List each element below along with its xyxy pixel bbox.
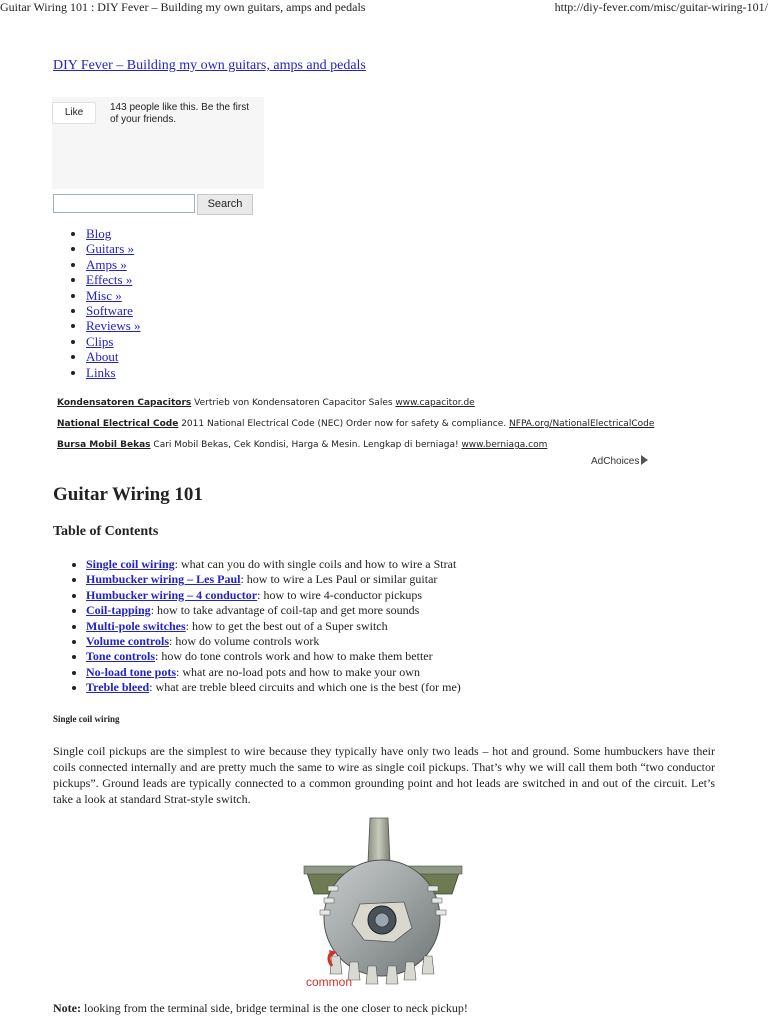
ad-text: Vertrieb von Kondensatoren Capacitor Sales xyxy=(191,398,396,408)
site-title-link[interactable]: DIY Fever – Building my own guitars, amps and pedals xyxy=(53,58,366,73)
note-label: Note: xyxy=(53,1001,81,1015)
toc-item xyxy=(86,665,766,680)
note-line xyxy=(53,1001,468,1016)
toc-link-tone-controls[interactable]: Tone controls xyxy=(86,649,156,664)
nav-link-software[interactable]: Software xyxy=(86,303,133,319)
nav-link-reviews[interactable]: Reviews » xyxy=(86,318,141,334)
article-title: Guitar Wiring 101 xyxy=(53,484,203,505)
ad-title[interactable]: Kondensatoren Capacitors xyxy=(57,398,192,408)
nav-item-blog xyxy=(86,226,141,241)
toc-item xyxy=(86,572,766,587)
ad-url[interactable]: www.berniaga.com xyxy=(461,440,548,450)
search-button[interactable]: Search xyxy=(197,194,253,215)
ad-url[interactable]: www.capacitor.de xyxy=(395,398,475,408)
toc-link-single-coil[interactable]: Single coil wiring xyxy=(86,557,175,571)
nav-link-blog[interactable]: Blog xyxy=(86,226,112,241)
toc-link-treble-bleed[interactable]: Treble bleed xyxy=(86,680,150,695)
toc-item xyxy=(86,619,766,634)
nav-link-guitars[interactable]: Guitars » xyxy=(86,241,135,257)
toc-link-multi-pole[interactable]: Multi-pole switches xyxy=(86,618,186,633)
nav-item-links xyxy=(86,365,141,380)
toc-item xyxy=(86,649,766,664)
nav-item-guitars xyxy=(86,241,141,256)
toc-link-volume-controls[interactable]: Volume controls xyxy=(86,634,170,649)
strat-switch-image xyxy=(302,816,464,990)
toc-desc: : what can you do with single coils and how to wire a Strat xyxy=(174,557,457,571)
toc-desc: : how do volume controls work xyxy=(169,634,320,649)
nav-link-links[interactable]: Links xyxy=(86,364,116,380)
adchoices-label: AdChoices xyxy=(591,456,640,467)
adchoices-icon xyxy=(641,455,648,465)
toc-desc: : how to wire 4-conductor pickups xyxy=(257,587,423,602)
toc-item xyxy=(86,634,766,649)
nav-item-software xyxy=(86,303,141,318)
ad-title[interactable]: National Electrical Code xyxy=(57,419,179,429)
nav-link-effects[interactable]: Effects » xyxy=(86,272,133,288)
toc-list xyxy=(53,557,766,696)
toc-desc: : how to take advantage of coil-tap and get more sounds xyxy=(150,603,420,618)
ad-row xyxy=(57,417,657,438)
toc-desc: : what are no-load pots and how to make your own xyxy=(176,664,420,679)
ad-url[interactable]: NFPA.org/NationalElectricalCode xyxy=(509,419,655,429)
toc-link-humbucker-4-conductor[interactable]: Humbucker wiring – 4 conductor xyxy=(86,587,258,602)
ad-row xyxy=(57,438,657,459)
adchoices-link[interactable] xyxy=(591,455,648,467)
toc-item xyxy=(86,680,766,695)
toc-desc: : how do tone controls work and how to make them better xyxy=(155,649,433,664)
nav-link-clips[interactable]: Clips xyxy=(86,333,114,349)
ad-block xyxy=(57,396,657,459)
note-text: looking from the terminal side, bridge terminal is the one closer to neck pickup! xyxy=(80,1001,468,1015)
page-url-header: http://diy-fever.com/misc/guitar-wiring-101/ xyxy=(554,0,768,14)
nav-link-amps[interactable]: Amps » xyxy=(86,256,127,272)
toc-link-coil-tapping[interactable]: Coil-tapping xyxy=(86,603,151,618)
toc-desc: : what are treble bleed circuits and which one is the best (for me) xyxy=(149,680,461,695)
toc-heading: Table of Contents xyxy=(53,524,159,539)
nav-item-amps xyxy=(86,257,141,272)
toc-item xyxy=(86,603,766,618)
facebook-like-box xyxy=(52,97,264,189)
search-input[interactable] xyxy=(53,194,195,213)
nav-link-misc[interactable]: Misc » xyxy=(86,287,122,303)
common-label: common xyxy=(306,975,353,989)
nav-item-misc xyxy=(86,288,141,303)
ad-row xyxy=(57,396,657,417)
ad-title[interactable]: Bursa Mobil Bekas xyxy=(57,440,151,450)
toc-link-no-load-pots[interactable]: No-load tone pots xyxy=(86,664,177,679)
section-heading: Single coil wiring xyxy=(53,714,120,724)
toc-link-humbucker-les-paul[interactable]: Humbucker wiring – Les Paul xyxy=(86,572,241,587)
like-button[interactable]: Like xyxy=(52,102,96,124)
toc-item xyxy=(86,557,766,572)
toc-item xyxy=(86,588,766,603)
nav-link-about[interactable]: About xyxy=(86,349,119,365)
ad-text: 2011 National Electrical Code (NEC) Order now for safety & compliance. xyxy=(178,419,510,429)
ad-text: Cari Mobil Bekas, Cek Kondisi, Harga & Mesin. Lengkap di berniaga! xyxy=(150,440,462,450)
nav-item-about xyxy=(86,349,141,364)
page-title-header: Guitar Wiring 101 : DIY Fever – Building my own guitars, amps and pedals xyxy=(0,0,366,14)
article-paragraph: Single coil pickups are the simplest to wire because they typically have only two leads – hot and ground. Some humbuckers have their coils connected internally and are pretty much the same to wire as single coil pickups. That’s why we will call them both “two conductor pickups”. Ground leads are typically connected to a common grounding point and hot leads are switched in and out of the circuit. Let’s take a look at standard Strat-style switch. xyxy=(53,744,715,806)
main-nav xyxy=(53,226,141,380)
toc-desc: : how to wire a Les Paul or similar guitar xyxy=(240,572,438,587)
nav-item-clips xyxy=(86,334,141,349)
like-count-text: 143 people like this. Be the first of your friends. xyxy=(110,102,249,125)
print-header xyxy=(0,0,768,16)
nav-item-reviews xyxy=(86,318,141,333)
nav-item-effects xyxy=(86,272,141,287)
toc-desc: : how to get the best out of a Super switch xyxy=(185,618,388,633)
